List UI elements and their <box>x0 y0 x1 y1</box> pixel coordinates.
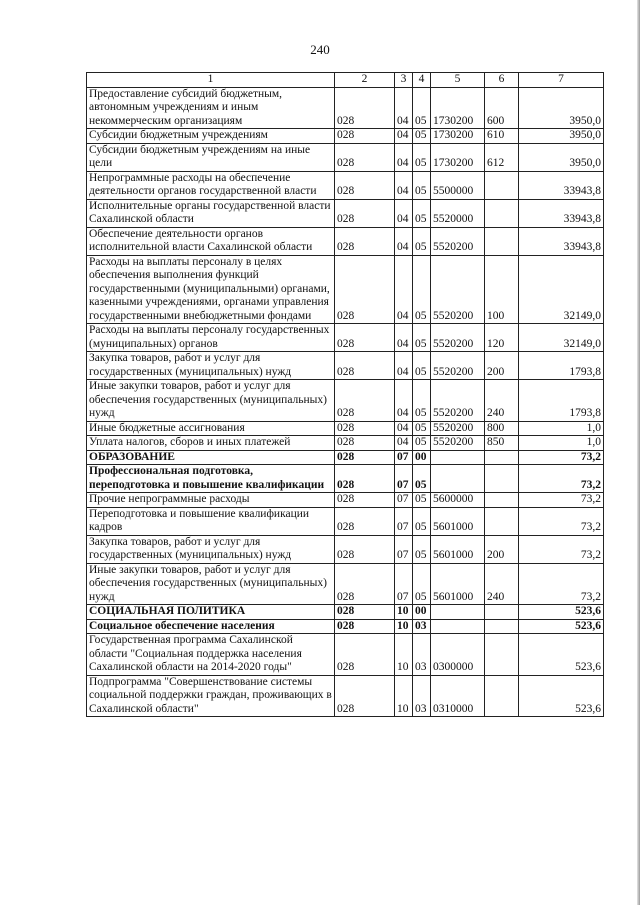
row-col-3: 07 <box>395 493 413 508</box>
row-name: Профессиональная подготовка, переподготовка и повышение квалификации <box>87 465 335 493</box>
header-col-4: 4 <box>413 73 431 88</box>
table-row <box>87 563 604 605</box>
row-col-5: 5520200 <box>431 324 485 352</box>
row-col-6 <box>485 619 519 634</box>
row-amount: 523,6 <box>519 634 604 676</box>
row-col-5: 0300000 <box>431 634 485 676</box>
row-col-6 <box>485 675 519 717</box>
row-col-6 <box>485 227 519 255</box>
row-col-5: 5520200 <box>431 255 485 324</box>
row-amount: 32149,0 <box>519 324 604 352</box>
row-col-6 <box>485 465 519 493</box>
table-row <box>87 421 604 436</box>
row-amount: 73,2 <box>519 507 604 535</box>
table-header-row <box>87 73 604 88</box>
row-col-6: 610 <box>485 129 519 144</box>
row-name: Субсидии бюджетным учреждениям <box>87 129 335 144</box>
table-row <box>87 199 604 227</box>
table-row <box>87 535 604 563</box>
table-row <box>87 143 604 171</box>
header-col-1: 1 <box>87 73 335 88</box>
row-col-4: 05 <box>413 227 431 255</box>
header-col-7: 7 <box>519 73 604 88</box>
table-row <box>87 380 604 422</box>
row-col-6 <box>485 493 519 508</box>
row-name: Иные бюджетные ассигнования <box>87 421 335 436</box>
row-col-3: 04 <box>395 436 413 451</box>
table-row <box>87 255 604 324</box>
row-col-4: 00 <box>413 450 431 465</box>
row-col-3: 07 <box>395 507 413 535</box>
row-col-6: 240 <box>485 380 519 422</box>
table-row <box>87 450 604 465</box>
row-col-3: 04 <box>395 171 413 199</box>
row-col-5: 5520000 <box>431 199 485 227</box>
row-col-2: 028 <box>335 87 395 129</box>
row-col-2: 028 <box>335 563 395 605</box>
row-col-4: 05 <box>413 255 431 324</box>
row-col-4: 03 <box>413 675 431 717</box>
row-col-4: 05 <box>413 507 431 535</box>
row-col-3: 10 <box>395 605 413 620</box>
row-col-6: 200 <box>485 352 519 380</box>
row-amount: 32149,0 <box>519 255 604 324</box>
row-col-6: 612 <box>485 143 519 171</box>
row-col-4: 03 <box>413 619 431 634</box>
row-col-5: 1730200 <box>431 129 485 144</box>
row-amount: 523,6 <box>519 675 604 717</box>
row-col-3: 04 <box>395 199 413 227</box>
table-row <box>87 465 604 493</box>
row-col-5: 5520200 <box>431 352 485 380</box>
table-body <box>87 87 604 717</box>
row-amount: 1,0 <box>519 421 604 436</box>
row-col-3: 04 <box>395 421 413 436</box>
table-row <box>87 619 604 634</box>
row-name: Государственная программа Сахалинской области "Социальная поддержка населения Сахалинской области на 2014-2020 годы" <box>87 634 335 676</box>
row-col-5: 5520200 <box>431 380 485 422</box>
row-col-5 <box>431 619 485 634</box>
row-amount: 1793,8 <box>519 380 604 422</box>
row-col-2: 028 <box>335 380 395 422</box>
row-col-5 <box>431 465 485 493</box>
row-col-5: 5500000 <box>431 171 485 199</box>
row-col-5: 5601000 <box>431 507 485 535</box>
row-col-4: 00 <box>413 605 431 620</box>
row-col-3: 10 <box>395 675 413 717</box>
row-col-6: 600 <box>485 87 519 129</box>
row-col-4: 05 <box>413 493 431 508</box>
row-col-6 <box>485 199 519 227</box>
table-row <box>87 324 604 352</box>
row-col-3: 04 <box>395 380 413 422</box>
row-col-3: 04 <box>395 143 413 171</box>
row-amount: 73,2 <box>519 563 604 605</box>
header-col-3: 3 <box>395 73 413 88</box>
row-col-2: 028 <box>335 619 395 634</box>
row-amount: 73,2 <box>519 465 604 493</box>
row-col-2: 028 <box>335 171 395 199</box>
row-col-2: 028 <box>335 436 395 451</box>
row-col-4: 05 <box>413 143 431 171</box>
row-col-2: 028 <box>335 605 395 620</box>
row-name: Непрограммные расходы на обеспечение деятельности органов государственной власти <box>87 171 335 199</box>
row-col-5: 5520200 <box>431 227 485 255</box>
row-name: Социальное обеспечение населения <box>87 619 335 634</box>
row-col-6: 850 <box>485 436 519 451</box>
row-col-2: 028 <box>335 507 395 535</box>
row-col-2: 028 <box>335 352 395 380</box>
table-row <box>87 171 604 199</box>
row-col-4: 05 <box>413 199 431 227</box>
row-amount: 33943,8 <box>519 171 604 199</box>
table-row <box>87 507 604 535</box>
row-amount: 3950,0 <box>519 143 604 171</box>
row-col-4: 05 <box>413 324 431 352</box>
row-amount: 523,6 <box>519 619 604 634</box>
row-col-5 <box>431 450 485 465</box>
row-amount: 73,2 <box>519 493 604 508</box>
row-name: Предоставление субсидий бюджетным, автономным учреждениям и иным некоммерческим организациям <box>87 87 335 129</box>
row-name: Расходы на выплаты персоналу государственных (муниципальных) органов <box>87 324 335 352</box>
row-name: СОЦИАЛЬНАЯ ПОЛИТИКА <box>87 605 335 620</box>
table-row <box>87 605 604 620</box>
row-col-6: 120 <box>485 324 519 352</box>
row-col-2: 028 <box>335 493 395 508</box>
row-col-6 <box>485 171 519 199</box>
row-col-6: 200 <box>485 535 519 563</box>
row-col-2: 028 <box>335 450 395 465</box>
row-col-4: 05 <box>413 171 431 199</box>
header-col-6: 6 <box>485 73 519 88</box>
row-col-5 <box>431 605 485 620</box>
row-col-6: 240 <box>485 563 519 605</box>
row-amount: 3950,0 <box>519 129 604 144</box>
row-amount: 1793,8 <box>519 352 604 380</box>
row-name: Иные закупки товаров, работ и услуг для обеспечения государственных (муниципальных) нужд <box>87 380 335 422</box>
row-name: Подпрограмма "Совершенствование системы социальной поддержки граждан, проживающих в Сахалинской области" <box>87 675 335 717</box>
row-amount: 33943,8 <box>519 199 604 227</box>
page-number: 240 <box>310 42 330 57</box>
row-col-3: 07 <box>395 450 413 465</box>
row-col-3: 07 <box>395 535 413 563</box>
row-col-3: 04 <box>395 324 413 352</box>
row-col-5: 5601000 <box>431 535 485 563</box>
header-col-2: 2 <box>335 73 395 88</box>
row-col-4: 05 <box>413 436 431 451</box>
row-name: Иные закупки товаров, работ и услуг для обеспечения государственных (муниципальных) нужд <box>87 563 335 605</box>
row-amount: 3950,0 <box>519 87 604 129</box>
row-col-2: 028 <box>335 129 395 144</box>
row-col-5: 0310000 <box>431 675 485 717</box>
table-row <box>87 129 604 144</box>
row-col-2: 028 <box>335 255 395 324</box>
header-col-5: 5 <box>431 73 485 88</box>
row-col-4: 05 <box>413 87 431 129</box>
row-col-5: 1730200 <box>431 87 485 129</box>
row-name: Расходы на выплаты персоналу в целях обеспечения выполнения функций государственными (муниципальными) органами, казенными учреждениями, органами управления государственными внебюджетными фондами <box>87 255 335 324</box>
table-row <box>87 675 604 717</box>
row-col-2: 028 <box>335 634 395 676</box>
row-col-3: 10 <box>395 619 413 634</box>
row-name: Переподготовка и повышение квалификации кадров <box>87 507 335 535</box>
table-row <box>87 352 604 380</box>
row-col-5: 5520200 <box>431 421 485 436</box>
row-col-6 <box>485 605 519 620</box>
table-row <box>87 436 604 451</box>
row-col-3: 04 <box>395 352 413 380</box>
row-col-2: 028 <box>335 465 395 493</box>
row-col-4: 03 <box>413 634 431 676</box>
row-col-3: 10 <box>395 634 413 676</box>
row-col-3: 07 <box>395 465 413 493</box>
row-amount: 523,6 <box>519 605 604 620</box>
row-col-5: 5600000 <box>431 493 485 508</box>
row-col-4: 05 <box>413 421 431 436</box>
row-col-4: 05 <box>413 352 431 380</box>
row-col-6: 800 <box>485 421 519 436</box>
row-col-4: 05 <box>413 129 431 144</box>
row-amount: 73,2 <box>519 535 604 563</box>
row-amount: 73,2 <box>519 450 604 465</box>
row-col-4: 05 <box>413 380 431 422</box>
row-amount: 1,0 <box>519 436 604 451</box>
row-amount: 33943,8 <box>519 227 604 255</box>
row-col-2: 028 <box>335 199 395 227</box>
row-col-5: 1730200 <box>431 143 485 171</box>
row-col-4: 05 <box>413 465 431 493</box>
row-name: Уплата налогов, сборов и иных платежей <box>87 436 335 451</box>
row-col-3: 04 <box>395 129 413 144</box>
table-row <box>87 493 604 508</box>
row-col-6 <box>485 507 519 535</box>
row-name: Исполнительные органы государственной власти Сахалинской области <box>87 199 335 227</box>
row-col-2: 028 <box>335 675 395 717</box>
row-col-5: 5520200 <box>431 436 485 451</box>
row-col-4: 05 <box>413 563 431 605</box>
row-col-3: 04 <box>395 227 413 255</box>
row-col-6 <box>485 634 519 676</box>
row-col-2: 028 <box>335 143 395 171</box>
row-name: Закупка товаров, работ и услуг для государственных (муниципальных) нужд <box>87 352 335 380</box>
row-col-2: 028 <box>335 324 395 352</box>
table-row <box>87 87 604 129</box>
row-name: Субсидии бюджетным учреждениям на иные цели <box>87 143 335 171</box>
row-name: ОБРАЗОВАНИЕ <box>87 450 335 465</box>
table-row <box>87 227 604 255</box>
row-name: Закупка товаров, работ и услуг для государственных (муниципальных) нужд <box>87 535 335 563</box>
row-col-2: 028 <box>335 421 395 436</box>
row-col-3: 04 <box>395 255 413 324</box>
budget-table <box>86 72 604 717</box>
row-name: Обеспечение деятельности органов исполнительной власти Сахалинской области <box>87 227 335 255</box>
row-col-3: 04 <box>395 87 413 129</box>
row-col-4: 05 <box>413 535 431 563</box>
row-col-6: 100 <box>485 255 519 324</box>
table-row <box>87 634 604 676</box>
row-col-5: 5601000 <box>431 563 485 605</box>
row-name: Прочие непрограммные расходы <box>87 493 335 508</box>
row-col-3: 07 <box>395 563 413 605</box>
row-col-2: 028 <box>335 227 395 255</box>
row-col-6 <box>485 450 519 465</box>
row-col-2: 028 <box>335 535 395 563</box>
